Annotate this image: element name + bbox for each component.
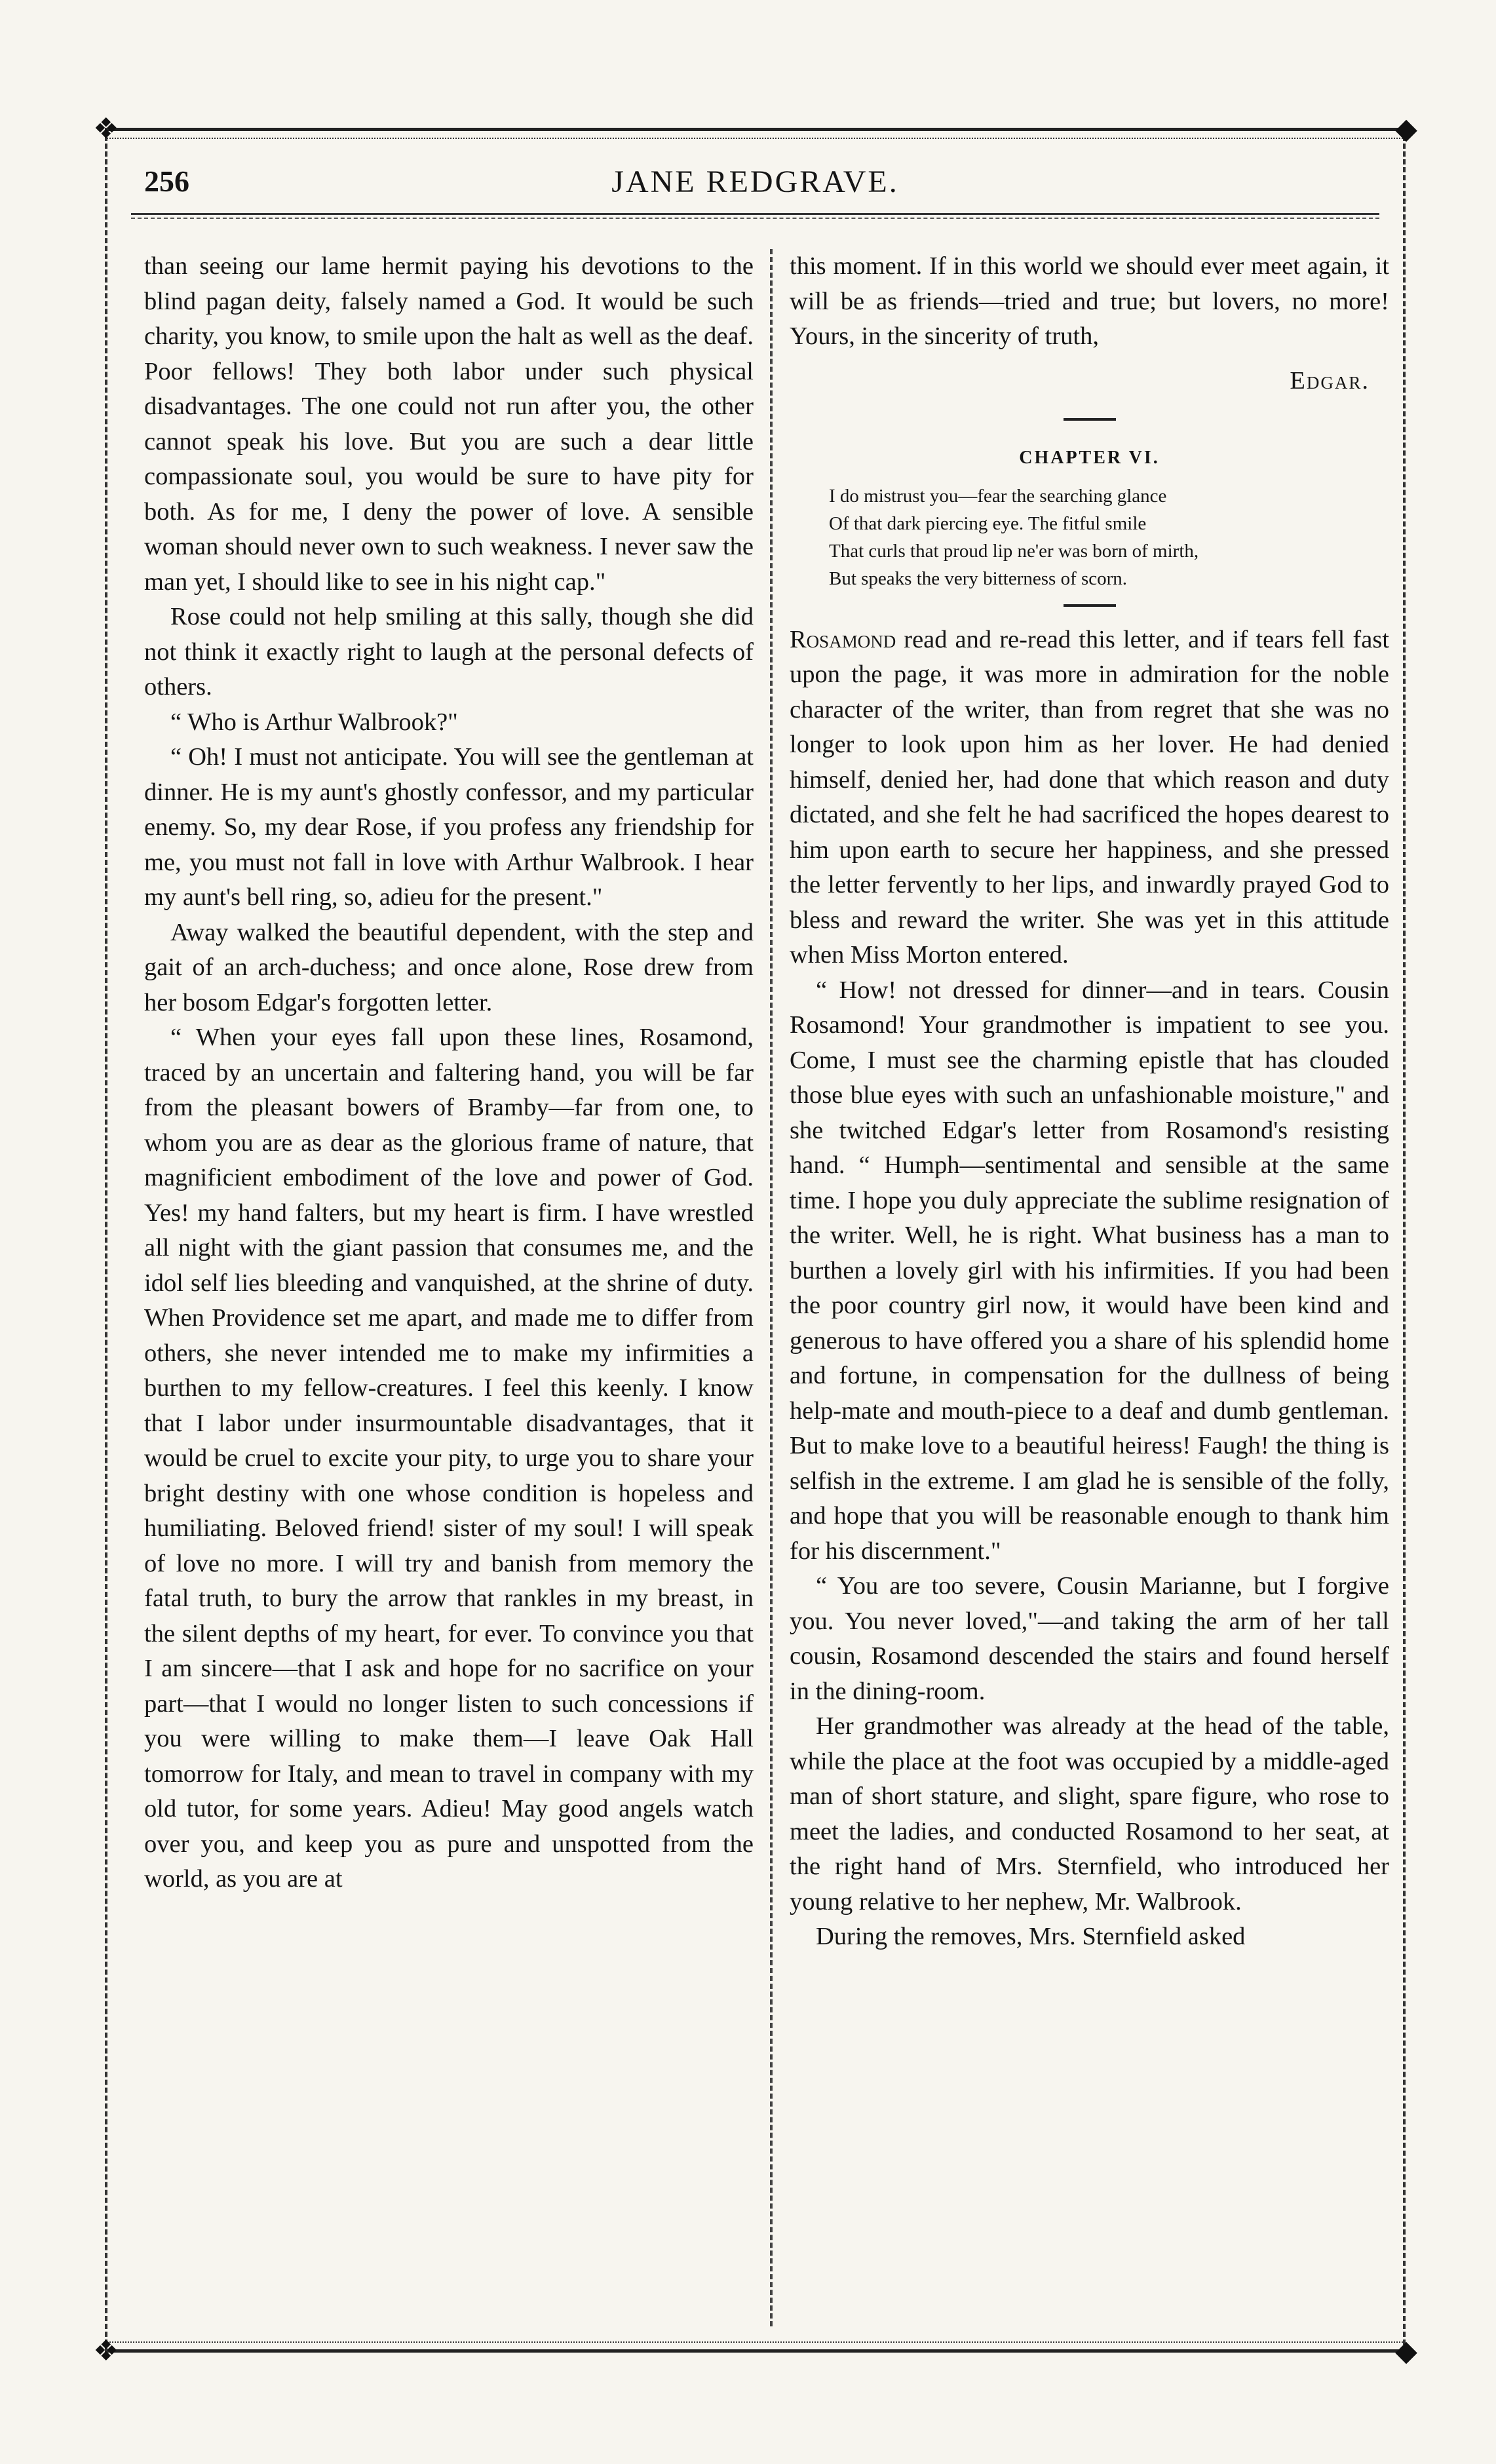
section-rule (1064, 418, 1116, 421)
epigraph-line: I do mistrust you—fear the searching glance (829, 485, 1167, 507)
header-rule (131, 213, 1379, 219)
paragraph: “ When your eyes fall upon these lines, Rosamond, traced by an uncertain and faltering hand, you will be far from the pleasant bowers of Bramby—far from one, to whom you are as dear as the glorious frame of nature, that magnificient embodiment of the love and power of God. Yes! my hand falters, but my heart is firm. I have wrestled all night with the giant passion that consumes me, and the idol self lies bleeding and vanquished, at the shrine of duty. When Providence set me apart, and made me to differ from others, she never intended me to make my infirmities a burthen to my fellow-creatures. I feel this keenly. I know that I labor under insurmountable disadvantages, that it would be cruel to excite your pity, to urge you to share your bright destiny with one whose condition is hopeless and humiliating. Beloved friend! sister of my soul! I will speak of love no more. I will try and banish from memory the fatal truth, to bury the arrow that rankles in my breast, in the silent depths of my heart, for ever. To convince you that I am sincere—that I ask and hope for no sacrifice on your part—that I would no longer listen to such concessions if you were willing to make them—I leave Oak Hall tomorrow for Italy, and mean to travel in company with my old tutor, for some years. Adieu! May good angels watch over you, and keep you as pure and unspotted from the world, as you are at (144, 1024, 754, 1893)
paragraph: “ Oh! I must not anticipate. You will see the gentleman at dinner. He is my aunt's ghostly confessor, and my particular enemy. So, my dear Rose, if you profess any friendship for me, you must not fall in love with Arthur Walbrook. I hear my aunt's bell ring, so, adieu for the present." (144, 743, 754, 911)
column-divider (770, 249, 773, 2326)
letter-signature: Edgar. (1290, 366, 1370, 395)
left-border-rule (105, 128, 111, 2353)
running-title: JANE REDGRAVE. (611, 164, 899, 199)
page-frame (93, 113, 1417, 2367)
epigraph (790, 482, 1389, 592)
corner-ornament-icon: ◆ (1395, 2335, 1417, 2367)
paragraph: Rose could not help smiling at this sally, though she did not think it exactly right to laugh at the personal defects of others. (144, 603, 754, 701)
paragraph: “ You are too severe, Cousin Marianne, but I forgive you. You never loved,"—and taking the arm of her tall cousin, Rosamond descended the stairs and found herself in the dining-room. (790, 1572, 1389, 1705)
paragraph: During the removes, Mrs. Sternfield asked (816, 1923, 1246, 1950)
right-border-rule (1399, 128, 1406, 2353)
paragraph: “ Who is Arthur Walbrook?" (170, 708, 458, 736)
paragraph: than seeing our lame hermit paying his devotions to the blind pagan deity, falsely named a God. It would be such charity, you know, to smile upon the halt as well as the deaf. Poor fellows! They both labor under such physical disadvantages. The one could not run after you, the other cannot speak his love. But you are such a dear little compassionate soul, you would be sure to have pity for both. As for me, I deny the power of love. A sensible woman should never own to such weakness. I never saw the man yet, I should like to see in his night cap." (144, 252, 754, 596)
right-column (790, 249, 1389, 2326)
epigraph-line: But speaks the very bitterness of scorn. (829, 568, 1128, 589)
paragraph: Away walked the beautiful dependent, with the step and gait of an arch-duchess; and once alone, Rose drew from her bosom Edgar's forgotten letter. (144, 918, 754, 1016)
corner-ornament-icon: ◆ (1395, 113, 1417, 145)
paragraph: “ How! not dressed for dinner—and in tears. Cousin Rosamond! Your grandmother is impatient to see you. Come, I must see the charming epistle that has clouded those blue eyes with such an unfashionable moisture," and she twitched Edgar's letter from Rosamond's resisting hand. “ Humph—sentimental and sensible at the same time. I hope you duly appreciate the sublime resignation of the writer. Well, he is right. What business has a man to burthen a lovely girl with his infirmities. If you had been the poor country girl now, it would have been kind and generous to have offered you a share of his splendid home and fortune, in compensation for the dullness of being help-mate and mouth-piece to a deaf and dumb gentleman. But to make love to a beautiful heiress! Faugh! the thing is selfish in the extreme. I am glad he is sensible of the folly, and hope that you will be reasonable enough to thank him for his discernment." (790, 976, 1389, 1565)
section-rule (1064, 604, 1116, 607)
left-column (144, 249, 754, 2326)
epigraph-line: That curls that proud lip ne'er was born of mirth, (829, 540, 1199, 562)
top-border-rule (105, 128, 1406, 139)
chapter-opening-paragraph (790, 623, 1389, 973)
letter-closing: this moment. If in this world we should ever meet again, it will be as friends—tried and true; but lovers, no more! Yours, in the sincerity of truth, (790, 252, 1389, 350)
bottom-border-rule (105, 2341, 1406, 2353)
paragraph-text: read and re-read this letter, and if tears fell fast upon the page, it was more in admiration for the noble character of the writer, than from regret that she was no longer to look upon him as her lover. He had denied himself, denied her, had done that which reason and duty dictated, and she felt he had sacrificed the hopes dearest to him upon earth to secure her happiness, and she pressed the letter fervently to her lips, and inwardly prayed God to bless and reward the writer. She was yet in this attitude when Miss Morton entered. (790, 625, 1389, 969)
corner-ornament-icon: ❖ (93, 2335, 119, 2367)
paragraph: Her grandmother was already at the head of the table, while the place at the foot was occupied by a middle-aged man of short stature, and slight, spare figure, who rose to meet the ladies, and conducted Rosamond to her seat, at the right hand of Mrs. Sternfield, who introduced her young relative to her nephew, Mr. Walbrook. (790, 1712, 1389, 1915)
chapter-heading: CHAPTER VI. (1019, 448, 1160, 468)
corner-ornament-icon: ❖ (93, 113, 119, 145)
page-number: 256 (144, 164, 189, 198)
epigraph-line: Of that dark piercing eye. The fitful smile (829, 512, 1147, 534)
drop-word: Rosamond (790, 625, 896, 653)
